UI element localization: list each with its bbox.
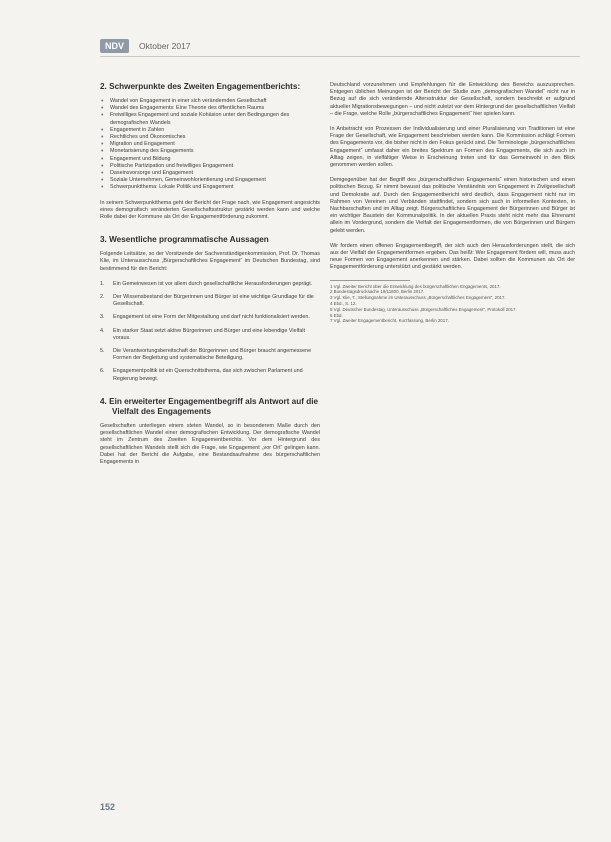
focus-list <box>100 98 320 192</box>
paragraph: Wir fordern einen offenen Engagementbegriff, der sich auch den Herausforderungen stellt, die sich aus der Vielfalt der Engagementformen ergeben. Das heißt: Wer Engagement fördern will, muss auch neue Formen von Engagement anerkennen und stärken. Dabei sollten die Kommunen als Ort der Engagementförderung unterstützt und gestärkt werden. <box>330 242 575 271</box>
right-column <box>330 82 575 324</box>
item-text: Ein starker Staat setzt aktive Bürgerinnen und Bürger und eine lebendige Vielfalt voraus. <box>113 327 305 341</box>
item-number: 5. <box>100 348 105 355</box>
journal-badge: NDV <box>100 39 129 53</box>
item-number: 2. <box>100 294 105 301</box>
list-item: • Politische Partizipation und freiwilliges Engagement <box>100 163 320 170</box>
item-number: 1. <box>100 280 105 287</box>
section-2-heading: 2. Schwerpunkte des Zweiten Engagementberichts: <box>100 82 301 91</box>
list-item <box>100 294 320 308</box>
item-text: Engagement ist eine Form der Mitgestaltung und darf nicht funktionalisiert werden. <box>113 314 310 321</box>
item-number: 3. <box>100 314 105 321</box>
list-item <box>100 328 320 342</box>
header-divider <box>100 56 580 57</box>
footnote: 1 Vgl. Zweiter Bericht über die Entwicklung des bürgerschaftlichen Engagements, 2017. <box>330 283 501 289</box>
footnote-divider <box>330 280 410 281</box>
page-number: 152 <box>100 802 116 812</box>
list-item: • Migration und Engagement <box>100 141 320 148</box>
footnote: 7 Vgl. Zweiter Engagementbericht, Kurzfassung, Berlin 2017. <box>330 318 449 324</box>
list-item <box>100 368 320 382</box>
list-item: • Freiwilliges Engagement und soziale Kohäsion unter den Bedingungen des demografischen Wandels <box>100 112 320 126</box>
list-item: • Rechtliches und Ökonomisches <box>100 134 320 141</box>
footnote: 6 Ebd. <box>330 312 343 318</box>
list-item: • Schwerpunktthema: Lokale Politik und Engagement <box>100 184 320 191</box>
section-4-heading: 4. Ein erweiterter Engagementbegriff als Antwort auf die Vielfalt des Engagements <box>100 396 319 416</box>
left-column <box>100 82 320 474</box>
list-item: • Soziale Unternehmen, Gemeinwohlorientierung und Engagement <box>100 177 320 184</box>
guiding-principles-list <box>100 281 320 383</box>
footnote: 4 Ebd., S. 12. <box>330 301 357 307</box>
list-item: • Wandel des Engagements: Eine Theorie des öffentlichen Raums <box>100 105 320 112</box>
section-2-paragraph: In seinem Schwerpunktthema geht der Bericht der Frage nach, wie Engagement angesichts eines demografisch veränderten Gesellschaftsstruktur gestärkt werden kann und welche Rolle dabei der Kommune als Ort der Engagementförderung zukommt. <box>100 199 320 221</box>
item-text: Der Wissensbestand der Bürgerinnen und Bürger ist eine wichtige Grundlage für die Gesellschaft. <box>113 294 314 308</box>
list-item <box>100 348 320 362</box>
list-item: • Wandel von Engagement in einer sich verändernden Gesellschaft <box>100 98 320 105</box>
page-header <box>100 39 191 53</box>
footnotes <box>330 284 575 325</box>
item-number: 4. <box>100 327 105 334</box>
item-text: Die Verantwortungsbereitschaft der Bürgerinnen und Bürger braucht angemessene Formen der Begleitung und systematische Beteiligung. <box>113 348 312 362</box>
item-text: Engagementpolitik ist ein Querschnittsthema, das sich zwischen Parlament und Regierung bewegt. <box>113 368 303 382</box>
footnote: 5 Vgl. Deutscher Bundestag, Unterausschuss „Bürgerschaftliches Engagement“, Protokoll 2017. <box>330 306 517 312</box>
list-item: • Engagement und Bildung <box>100 156 320 163</box>
list-item: • Daseinsvorsorge und Engagement <box>100 170 320 177</box>
list-item: • Engagement in Zahlen <box>100 127 320 134</box>
section-3-heading: 3. Wesentliche programmatische Aussagen <box>100 235 269 245</box>
issue-date: Oktober 2017 <box>139 41 191 51</box>
section-4-paragraph: Gesellschaften unterliegen einem steten Wandel, so in besonderem Maße durch den gesellschaftlichen Wandel einer demografischen Entwicklung. Der demografische Wandel steht im Zentrum des Zweiten Engagementberichts. Vor dem Hintergrund des gesellschaftlichen Wandels stellt sich die Frage, wie Engagement „vor Ort“ gelingen kann. Dabei hat der Bericht die Aufgabe, eine Bestandsaufnahme des bürgerschaftlichen Engagements in <box>100 422 320 465</box>
list-item <box>100 314 320 321</box>
item-text: Ein Gemeinwesen ist vor allem durch gesellschaftliche Herausforderungen geprägt. <box>113 280 313 287</box>
paragraph: Demgegenüber hat der Begriff des „bürgerschaftlichen Engagements“ einen historischen und einen politischen Bezug. Er nimmt bewusst das politische Verständnis von Engagement in Zivilgesellschaft und Demokratie auf. Durch den Engagementbericht wird deutlich, dass Engagement nicht nur im Rahmen von Vereinen und Verbänden stattfindet, sondern sich auch in informellen Kontexten, in Nachbarschaften und im Alltag zeigt. Bürgerschaftliches Engagement der Bürgerinnen und Bürger ist ein wichtiger Baustein der Kommunalpolitik. In der aktuellen Praxis steht nicht mehr das Ehrenamt allein im Vordergrund, sondern die Vielfalt der Engagementformen, die von Bürgerinnen und Bürgern gelebt werden. <box>330 177 575 234</box>
item-number: 6. <box>100 368 105 375</box>
paragraph: Deutschland vorzunehmen und Empfehlungen für die Entwicklung des Bereichs auszusprechen. Entgegen üblichen Meinungen ist der Bericht der Studie zum „demografischen Wandel“ nicht nur in Bezug auf die sich verändernde Altersstruktur der Gesellschaft, sondern beschreibt er aufgrund aktueller Migrationsbewegungen – und nicht zuletzt vor dem Hintergrund der gesellschaftlichen Vielfalt – die Frage, welche Rolle „bürgerschaftliches Engagement“ hier spielen kann. <box>330 82 575 117</box>
footnote: 2 Bundestagsdrucksache 18/11800, Berlin 2017. <box>330 289 425 295</box>
footnote: 3 Vgl. Klie, T., Stellungnahme im Unterausschuss „Bürgerschaftliches Engagement“, 2017. <box>330 295 506 301</box>
section-3-intro: Folgende Leitsätze, so der Vorsitzende der Sachverständigenkommission, Prof. Dr. Thomas Klie, im Unterausschuss „Bürgerschaftliches Engagement“ im Deutschen Bundestag, sind bestimmend für den Bericht: <box>100 251 320 272</box>
list-item <box>100 281 320 288</box>
list-item: • Monetarisierung des Engagements <box>100 148 320 155</box>
paragraph: In Anbetracht von Prozessen der Individualisierung und einer Pluralisierung von Traditionen ist eine Frage der Gesellschaft, wie Engagement beschrieben werden kann. Die Kommission schlägt Formen des Engagements vor, die bisher nicht in den Fokus gerückt sind. Die Terminologie „bürgerschaftliches Engagement“ umfasst daher ein breites Spektrum an Formen des Engagements, die sich auch im Alltag zeigen, in vielfältiger Weise in Erscheinung treten und für das Gemeinwohl in den Blick genommen werden sollen. <box>330 126 575 169</box>
